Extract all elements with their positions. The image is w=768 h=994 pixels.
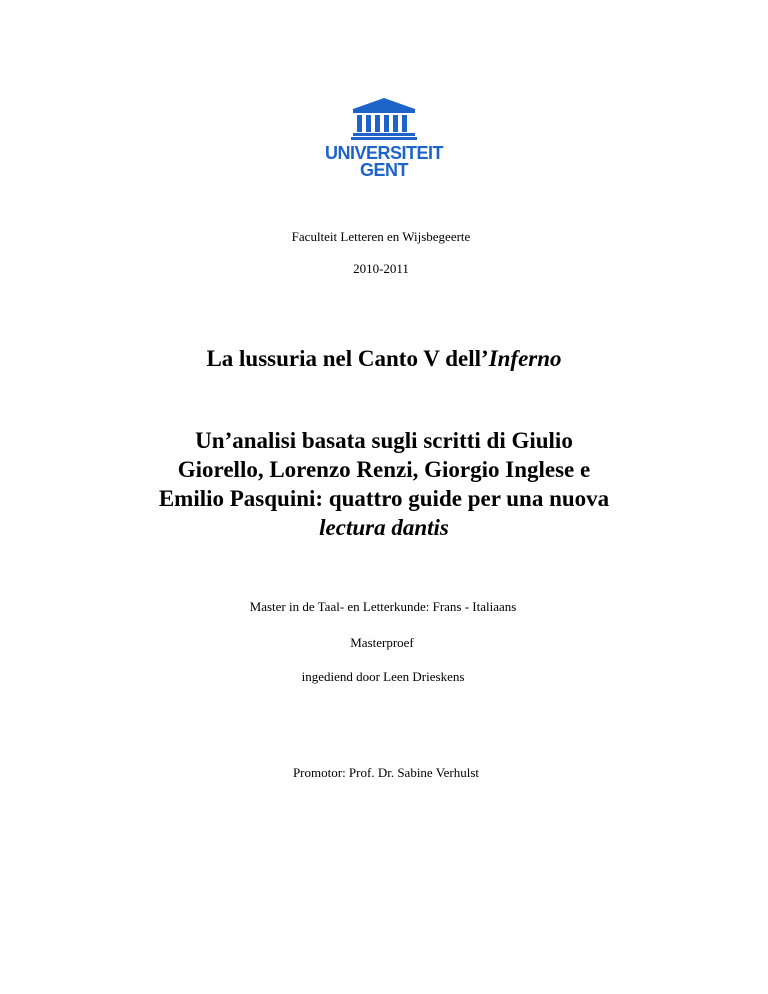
academic-year: 2010-2011	[353, 261, 409, 276]
document-type: Masterproef	[350, 635, 414, 650]
author-line: ingediend door Leen Drieskens	[301, 669, 465, 684]
program-name: Master in de Taal- en Letterkunde: Frans - Italiaans	[249, 599, 517, 614]
faculty-name: Faculteit Letteren en Wijsbegeerte	[291, 229, 471, 244]
thesis-title	[0, 346, 768, 372]
thesis-title-text: La lussuria nel Canto V dell’	[206, 346, 489, 371]
subtitle-line-2: Giorello, Lorenzo Renzi, Giorgio Inglese e	[177, 457, 591, 482]
subtitle-line-1: Un’analisi basata sugli scritti di Giulio	[195, 428, 573, 453]
university-logo	[321, 96, 447, 180]
promotor-line: Promotor: Prof. Dr. Sabine Verhulst	[292, 765, 480, 780]
subtitle-line-3: Emilio Pasquini: quattro guide per una nuova	[158, 486, 610, 511]
temple-icon	[321, 96, 447, 144]
subtitle-italic: lectura dantis	[319, 515, 449, 540]
logo-text-gent: GENT	[359, 160, 408, 180]
subtitle-line-4	[0, 513, 768, 542]
thesis-subtitle	[0, 426, 768, 542]
thesis-title-italic: Inferno	[488, 346, 562, 371]
logo-text-universiteit: UNIVERSITEIT	[324, 143, 443, 163]
